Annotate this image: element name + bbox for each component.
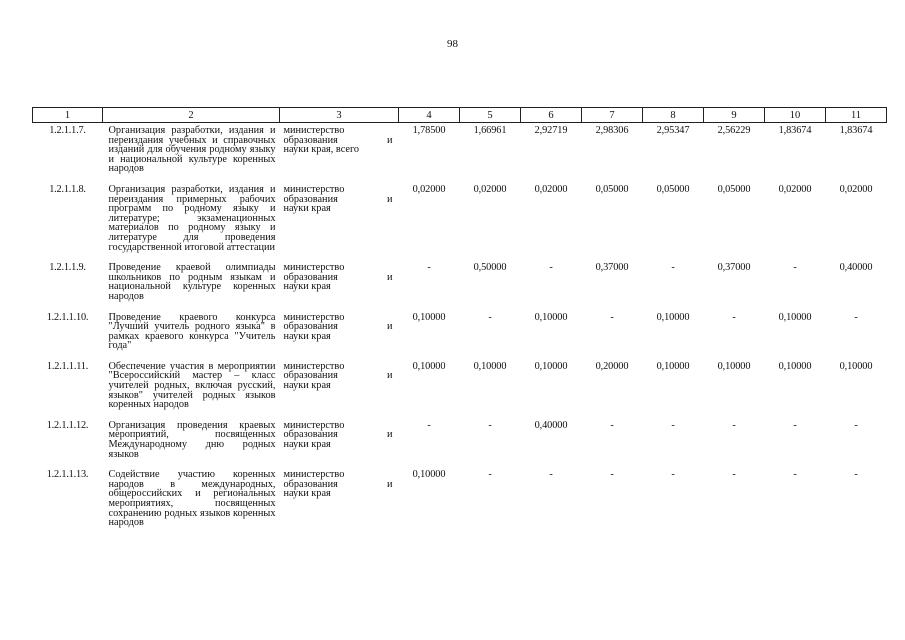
row-executor — [280, 123, 399, 182]
executor-line-2-conjunction: и — [386, 271, 393, 283]
executor-line-2-word: образования — [283, 321, 338, 333]
year-value-cell: 0,50000 — [473, 262, 507, 274]
executor-line-3: науки края, всего — [283, 144, 360, 156]
year-value-cell: - — [732, 419, 736, 431]
row-activity-name: Обеспечение участия в мероприятии "Всероссийский мастер – класс учителей родных, включая русский, языков" учителей родных языков коренных народов — [108, 360, 276, 411]
year-value-cell: 0,02000 — [412, 183, 446, 195]
year-value-cell: 1,83674 — [839, 125, 873, 136]
year-value-cell: - — [610, 311, 614, 323]
row-activity-name: Организация разработки, издания и переиздания учебных и справочных изданий для обучения родному языку и национальной культуре коренных народов — [108, 125, 276, 175]
column-header: 7 — [582, 108, 643, 123]
year-value-cell: - — [793, 469, 797, 481]
year-value-cell: 2,95347 — [656, 125, 690, 136]
executor-line-2-conjunction: и — [386, 193, 393, 205]
year-value-cell: 0,37000 — [717, 262, 751, 274]
executor-line-2-conjunction: и — [386, 134, 393, 146]
executor-line-3: науки края — [283, 330, 331, 342]
executor-line-1: министерство — [283, 125, 345, 136]
year-value-cell: 0,10000 — [656, 311, 690, 323]
row-executor — [280, 310, 399, 359]
row-activity-name: Организация проведения краевых мероприятий, посвященных Международному дню родных языков — [108, 419, 276, 460]
year-value-cell: 0,02000 — [839, 183, 873, 195]
year-value-cell: 0,02000 — [778, 183, 812, 195]
year-value-cell: 0,10000 — [473, 360, 507, 372]
row-code: 1.2.1.1.11. — [46, 360, 89, 372]
table-row — [33, 182, 887, 260]
executor-line-1: министерство — [283, 311, 345, 323]
year-value-cell: - — [549, 469, 553, 481]
table-row — [33, 310, 887, 359]
row-activity-name: Организация разработки, издания и переиздания примерных рабочих программ по родному языку и литературе; экзаменационных материалов по родному языку и литературе для проведения государственной итоговой аттестации — [108, 183, 276, 253]
year-value-cell: - — [488, 469, 492, 481]
executor-line-2-word: образования — [283, 271, 338, 283]
table-row — [33, 359, 887, 418]
year-value-cell: - — [793, 262, 797, 274]
year-value-cell: 0,37000 — [595, 262, 629, 274]
table-row — [33, 123, 887, 182]
column-header: 5 — [460, 108, 521, 123]
year-value-cell: 0,10000 — [534, 311, 568, 323]
year-value-cell: - — [671, 469, 675, 481]
page-number: 98 — [447, 38, 458, 50]
executor-line-1: министерство — [283, 262, 345, 274]
year-value-cell: 0,40000 — [534, 419, 568, 431]
executor-line-3: науки края — [283, 439, 331, 451]
column-header: 6 — [521, 108, 582, 123]
year-value-cell: 1,66961 — [473, 125, 507, 136]
year-value-cell: - — [732, 311, 736, 323]
year-value-cell: - — [427, 419, 431, 431]
table-row — [33, 418, 887, 467]
executor-line-1: министерство — [283, 469, 345, 481]
year-value-cell: - — [854, 311, 858, 323]
year-value-cell: 0,10000 — [534, 360, 568, 372]
executor-line-1: министерство — [283, 183, 345, 195]
year-value-cell: - — [671, 262, 675, 274]
year-value-cell: 2,98306 — [595, 125, 629, 136]
year-value-cell: 0,02000 — [473, 183, 507, 195]
year-value-cell: - — [549, 262, 553, 274]
executor-line-2-word: образования — [283, 193, 338, 205]
year-value-cell: - — [793, 419, 797, 431]
table-row — [33, 260, 887, 309]
table-header — [33, 108, 887, 123]
executor-line-2-word: образования — [283, 370, 338, 382]
year-value-cell: 0,40000 — [839, 262, 873, 274]
year-value-cell: - — [610, 419, 614, 431]
year-value-cell: 2,92719 — [534, 125, 568, 136]
row-activity-name: Содействие участию коренных народов в международных, общероссийских и региональных мероприятиях, посвященных сохранению родных языков коренных народов — [108, 469, 276, 529]
row-activity-name: Проведение краевого конкурса "Лучший учитель родного языка" в рамках краевого конкурса "Учитель года" — [108, 311, 276, 352]
budget-table — [32, 107, 887, 536]
year-value-cell: 0,10000 — [778, 311, 812, 323]
year-value-cell: 0,10000 — [656, 360, 690, 372]
executor-line-2-conjunction: и — [386, 321, 393, 333]
year-value-cell: 0,10000 — [412, 311, 446, 323]
executor-line-1: министерство — [283, 360, 345, 372]
row-executor — [280, 359, 399, 418]
table-body — [33, 123, 887, 536]
year-value-cell: - — [854, 419, 858, 431]
year-value-cell: 0,10000 — [717, 360, 751, 372]
column-header: 9 — [704, 108, 765, 123]
column-header: 4 — [399, 108, 460, 123]
row-executor — [280, 260, 399, 309]
row-code: 1.2.1.1.8. — [49, 183, 86, 195]
year-value-cell: - — [671, 419, 675, 431]
executor-line-1: министерство — [283, 419, 345, 431]
column-header: 8 — [643, 108, 704, 123]
column-header: 1 — [33, 108, 103, 123]
year-value-cell: 0,05000 — [595, 183, 629, 195]
year-value-cell: - — [854, 469, 858, 481]
executor-line-2-word: образования — [283, 429, 338, 441]
year-value-cell: - — [427, 262, 431, 274]
column-header: 11 — [826, 108, 887, 123]
year-value-cell: 0,05000 — [656, 183, 690, 195]
year-value-cell: 0,10000 — [778, 360, 812, 372]
row-code: 1.2.1.1.12. — [46, 419, 89, 431]
row-executor — [280, 418, 399, 467]
executor-line-3: науки края — [283, 380, 331, 392]
year-value-cell: - — [488, 311, 492, 323]
row-code: 1.2.1.1.7. — [49, 125, 86, 136]
year-value-cell: 0,20000 — [595, 360, 629, 372]
year-value-cell: 1,78500 — [412, 125, 446, 136]
executor-line-3: науки края — [283, 488, 331, 500]
executor-line-2-conjunction: и — [386, 429, 393, 441]
table-row — [33, 467, 887, 536]
row-executor — [280, 467, 399, 536]
row-executor — [280, 182, 399, 260]
row-code: 1.2.1.1.10. — [46, 311, 89, 323]
year-value-cell: 2,56229 — [717, 125, 751, 136]
executor-line-2-word: образования — [283, 478, 338, 490]
column-header: 2 — [103, 108, 280, 123]
year-value-cell: 0,02000 — [534, 183, 568, 195]
year-value-cell: 0,10000 — [412, 360, 446, 372]
year-value-cell: - — [488, 419, 492, 431]
year-value-cell: - — [610, 469, 614, 481]
year-value-cell: 0,10000 — [412, 469, 446, 481]
executor-line-2-conjunction: и — [386, 370, 393, 382]
header-row — [33, 108, 887, 123]
executor-line-2-conjunction: и — [386, 478, 393, 490]
executor-line-2-word: образования — [283, 134, 338, 146]
executor-line-3: науки края — [283, 203, 331, 215]
row-activity-name: Проведение краевой олимпиады школьников по родным языкам и национальной культуре коренных народов — [108, 262, 276, 302]
column-header: 3 — [280, 108, 399, 123]
row-code: 1.2.1.1.9. — [49, 262, 86, 274]
executor-line-3: науки края — [283, 281, 331, 293]
year-value-cell: - — [732, 469, 736, 481]
year-value-cell: 0,10000 — [839, 360, 873, 372]
year-value-cell: 1,83674 — [778, 125, 812, 136]
row-code: 1.2.1.1.13. — [46, 469, 89, 481]
year-value-cell: 0,05000 — [717, 183, 751, 195]
column-header: 10 — [765, 108, 826, 123]
